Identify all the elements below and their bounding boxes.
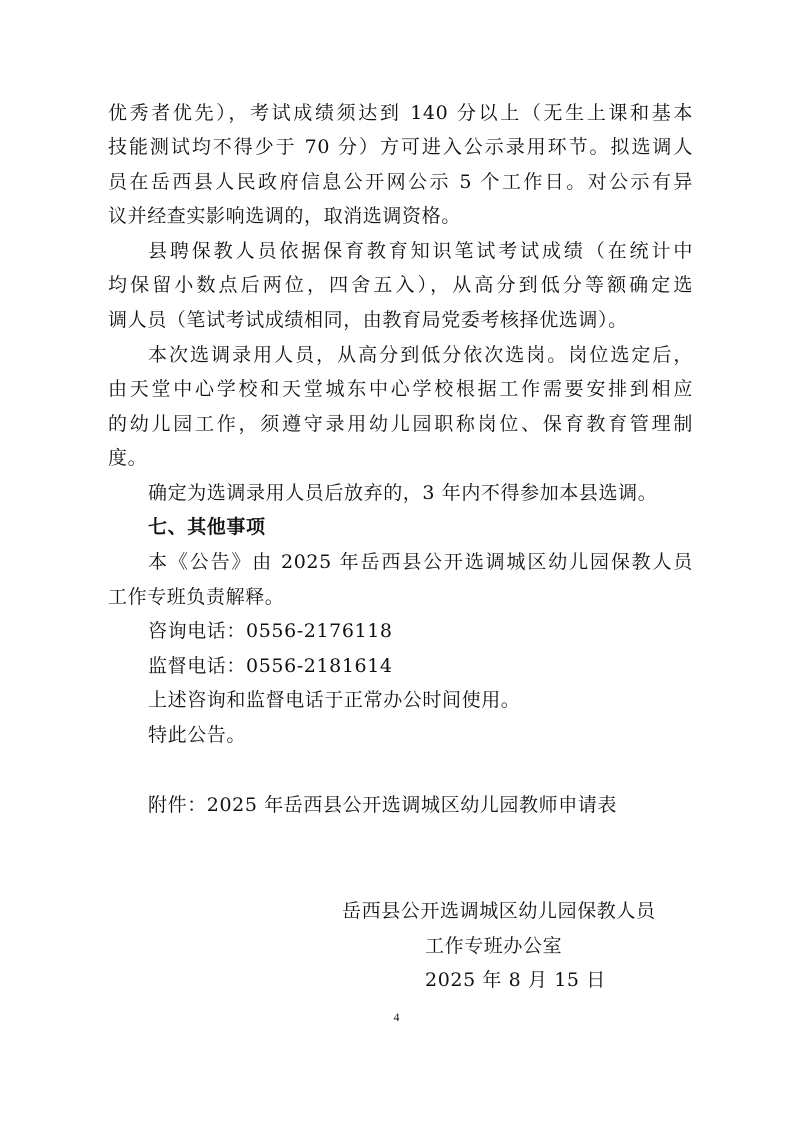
section-heading: 七、其他事项 — [148, 516, 266, 538]
body-line: 由天堂中心学校和天堂城东中心学校根据工作需要安排到相应 — [108, 378, 693, 400]
closing-line: 特此公告。 — [148, 724, 247, 746]
page-number: 4 — [393, 1010, 400, 1024]
body-line: 优秀者优先），考试成绩须达到 140 分以上（无生上课和基本 — [108, 102, 693, 124]
attachment-line: 附件：2025 年岳西县公开选调城区幼儿园教师申请表 — [148, 794, 617, 816]
body-line: 县聘保教人员依据保育教育知识笔试考试成绩（在统计中 — [148, 240, 693, 262]
supervise-phone: 监督电话：0556-2181614 — [148, 655, 393, 677]
body-line: 议并经查实影响选调的，取消选调资格。 — [108, 205, 461, 227]
phone-note: 上述咨询和监督电话于正常办公时间使用。 — [148, 689, 521, 711]
body-line: 调人员（笔试考试成绩相同，由教育局党委考核择优选调）。 — [108, 309, 628, 331]
signature-org-line-2: 工作专班办公室 — [425, 935, 563, 957]
body-line: 工作专班负责解释。 — [108, 586, 285, 608]
signature-org-line-1: 岳西县公开选调城区幼儿园保教人员 — [342, 900, 656, 922]
body-line: 员在岳西县人民政府信息公开网公示 5 个工作日。对公示有异 — [108, 171, 693, 193]
body-line: 度。 — [108, 447, 148, 469]
body-line: 本《公告》由 2025 年岳西县公开选调城区幼儿园保教人员 — [148, 551, 693, 573]
body-line: 技能测试均不得少于 70 分）方可进入公示录用环节。拟选调人 — [108, 136, 693, 158]
consult-phone: 咨询电话：0556-2176118 — [148, 620, 393, 642]
signature-date: 2025 年 8 月 15 日 — [425, 969, 606, 991]
body-line: 的幼儿园工作，须遵守录用幼儿园职称岗位、保育教育管理制 — [108, 413, 693, 435]
body-line: 均保留小数点后两位，四舍五入），从高分到低分等额确定选 — [108, 274, 693, 296]
body-line: 本次选调录用人员，从高分到低分依次选岗。岗位选定后， — [148, 344, 693, 366]
body-line: 确定为选调录用人员后放弃的，3 年内不得参加本县选调。 — [148, 482, 658, 504]
